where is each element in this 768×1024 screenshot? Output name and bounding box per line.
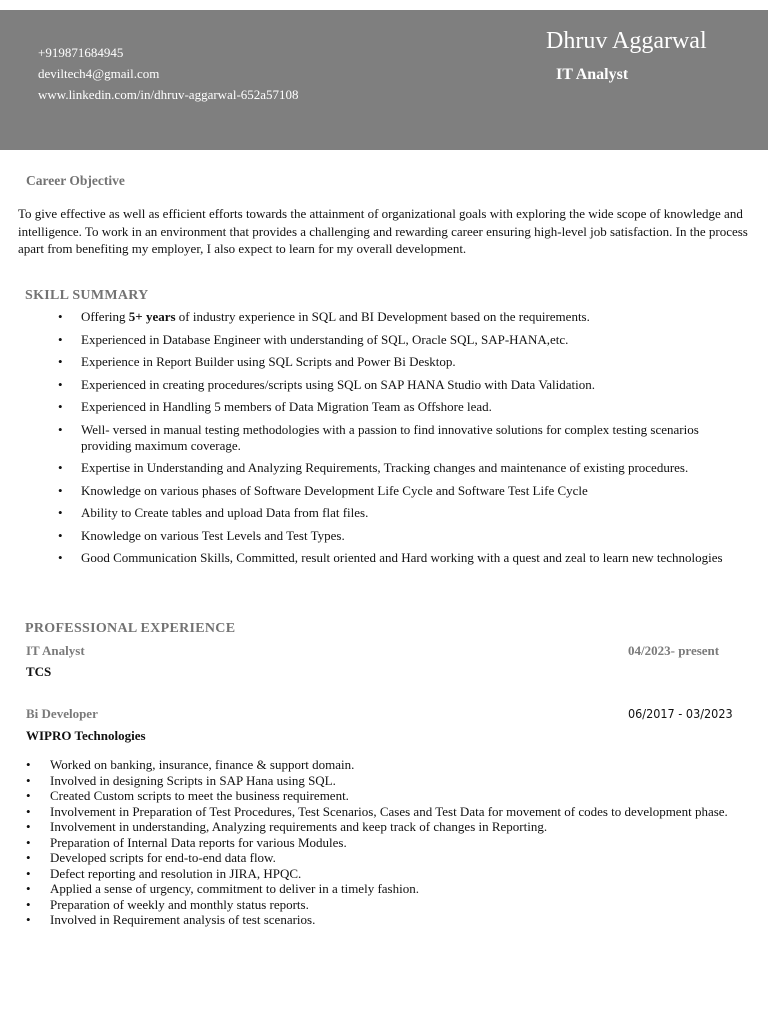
candidate-name: Dhruv Aggarwal xyxy=(546,28,707,54)
career-objective-text: To give effective as well as efficient efforts towards the attainment of organizational goals with exploring the wide scope of knowledge and intelligence. To work in an environment that provides a challenging and rewarding career ensuring high-level job satisfaction. In the process apart from benefiting my employer, I also expect to learn for my overall development. xyxy=(18,206,748,256)
list-item: • Knowledge on various Test Levels and Test Types. xyxy=(58,528,748,544)
job-title: IT Analyst xyxy=(26,643,85,658)
list-item: • Knowledge on various phases of Software Development Life Cycle and Software Test Life Cycle xyxy=(58,483,748,499)
professional-experience-heading: PROFESSIONAL EXPERIENCE xyxy=(25,621,236,636)
career-objective-heading: Career Objective xyxy=(26,173,125,188)
list-item: • Applied a sense of urgency, commitment to deliver in a timely fashion. xyxy=(26,881,756,897)
company-name: WIPRO Technologies xyxy=(26,728,146,743)
company-name: TCS xyxy=(26,664,52,679)
job-date: 04/2023- present xyxy=(628,643,720,658)
list-item: • Developed scripts for end-to-end data flow. xyxy=(26,850,756,866)
list-item: • Experienced in Database Engineer with understanding of SQL, Oracle SQL, SAP-HANA,etc. xyxy=(58,332,748,348)
list-item: • Preparation of weekly and monthly status reports. xyxy=(26,897,756,913)
phone-number: +919871684945 xyxy=(38,45,124,60)
list-item: • Created Custom scripts to meet the business requirement. xyxy=(26,788,756,804)
list-item: • Experienced in creating procedures/scripts using SQL on SAP HANA Studio with Data Validation. xyxy=(58,377,748,393)
list-item: • Involved in designing Scripts in SAP Hana using SQL. xyxy=(26,773,756,789)
list-item: • Worked on banking, insurance, finance & support domain. xyxy=(26,757,756,773)
list-item: • Experience in Report Builder using SQL Scripts and Power Bi Desktop. xyxy=(58,354,748,370)
list-item: • Experienced in Handling 5 members of Data Migration Team as Offshore lead. xyxy=(58,399,748,415)
skill-text-after: of industry experience in SQL and BI Development based on the requirements. xyxy=(175,309,590,324)
email-address: deviltech4@gmail.com xyxy=(38,66,160,81)
resume-header xyxy=(0,10,768,150)
contact-block xyxy=(38,42,299,105)
list-item: • Preparation of Internal Data reports for various Modules. xyxy=(26,835,756,851)
list-item: • Expertise in Understanding and Analyzing Requirements, Tracking changes and maintenance of existing procedures. xyxy=(58,460,748,476)
skill-text-before: Offering xyxy=(81,309,129,324)
list-item: • Ability to Create tables and upload Data from flat files. xyxy=(58,505,748,521)
job-date: 06/2017 - 03/2023 xyxy=(628,706,733,721)
job-title: Bi Developer xyxy=(26,706,98,721)
skill-summary-heading: SKILL SUMMARY xyxy=(25,288,149,303)
list-item: • Involved in Requirement analysis of test scenarios. xyxy=(26,912,756,928)
linkedin-url: www.linkedin.com/in/dhruv-aggarwal-652a57108 xyxy=(38,87,299,102)
skill-years-highlight: 5+ years xyxy=(128,309,176,324)
list-item: • Well- versed in manual testing methodologies with a passion to find innovative solutions for complex testing scenarios providing maximum coverage. xyxy=(58,422,748,454)
list-item: • Defect reporting and resolution in JIRA, HPQC. xyxy=(26,866,756,882)
list-item: • Involvement in understanding, Analyzing requirements and keep track of changes in Reporting. xyxy=(26,819,756,835)
candidate-role: IT Analyst xyxy=(556,66,629,83)
skill-summary-list xyxy=(58,309,748,573)
job-duties-list xyxy=(26,757,756,928)
list-item xyxy=(58,309,748,325)
list-item: • Involvement in Preparation of Test Procedures, Test Scenarios, Cases and Test Data for movement of codes to development phase. xyxy=(26,804,756,820)
list-item: • Good Communication Skills, Committed, result oriented and Hard working with a quest and zeal to learn new technologies xyxy=(58,550,748,566)
